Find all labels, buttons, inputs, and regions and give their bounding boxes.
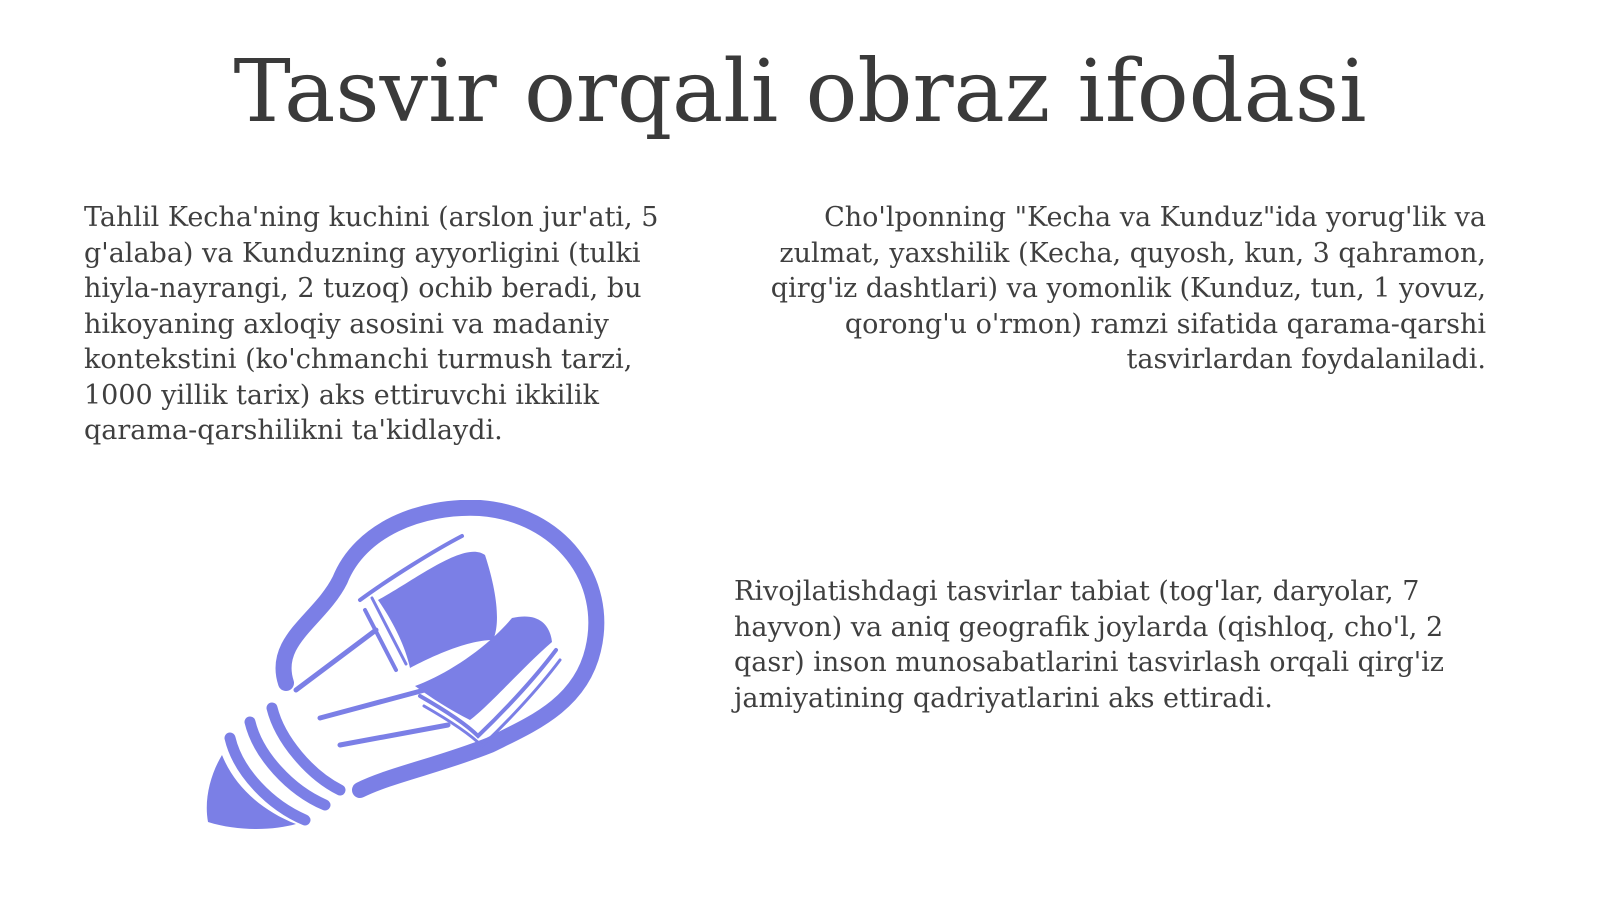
paragraph-analysis: Tahlil Kecha'ning kuchini (arslon jur'ati, 5 g'alaba) va Kunduzning ayyorligini (tulki hiyla-nayrangi, 2 tuzoq) ochib beradi, bu hikoyaning axloqiy asosini va madaniy kontekstini (ko'chmanchi turmush tarzi, 1000 yillik tarix) aks ettiruvchi ikkilik qarama-qarshilikni ta'kidlaydi.	[84, 202, 659, 446]
slide-title: Tasvir orqali obraz ifodasi	[233, 42, 1367, 142]
lightbulb-book-icon	[200, 500, 620, 850]
paragraph-nature-imagery: Rivojlatishdagi tasvirlar tabiat (tog'lar, daryolar, 7 hayvon) va aniq geografik joylarda (qishloq, cho'l, 2 qasr) inson munosabatlarini tasvirlash orqali qirg'iz jamiyatining qadriyatlarini aks ettiradi.	[734, 576, 1445, 714]
paragraph-imagery-contrast: Cho'lponning "Kecha va Kunduz"ida yorug'lik va zulmat, yaxshilik (Kecha, quyosh, kun, 3 qahramon, qirg'iz dashtlari) va yomonlik (Kunduz, tun, 1 yovuz, qorong'u o'rmon) ramzi sifatida qarama-qarshi tasvirlardan foydalaniladi.	[770, 202, 1486, 375]
